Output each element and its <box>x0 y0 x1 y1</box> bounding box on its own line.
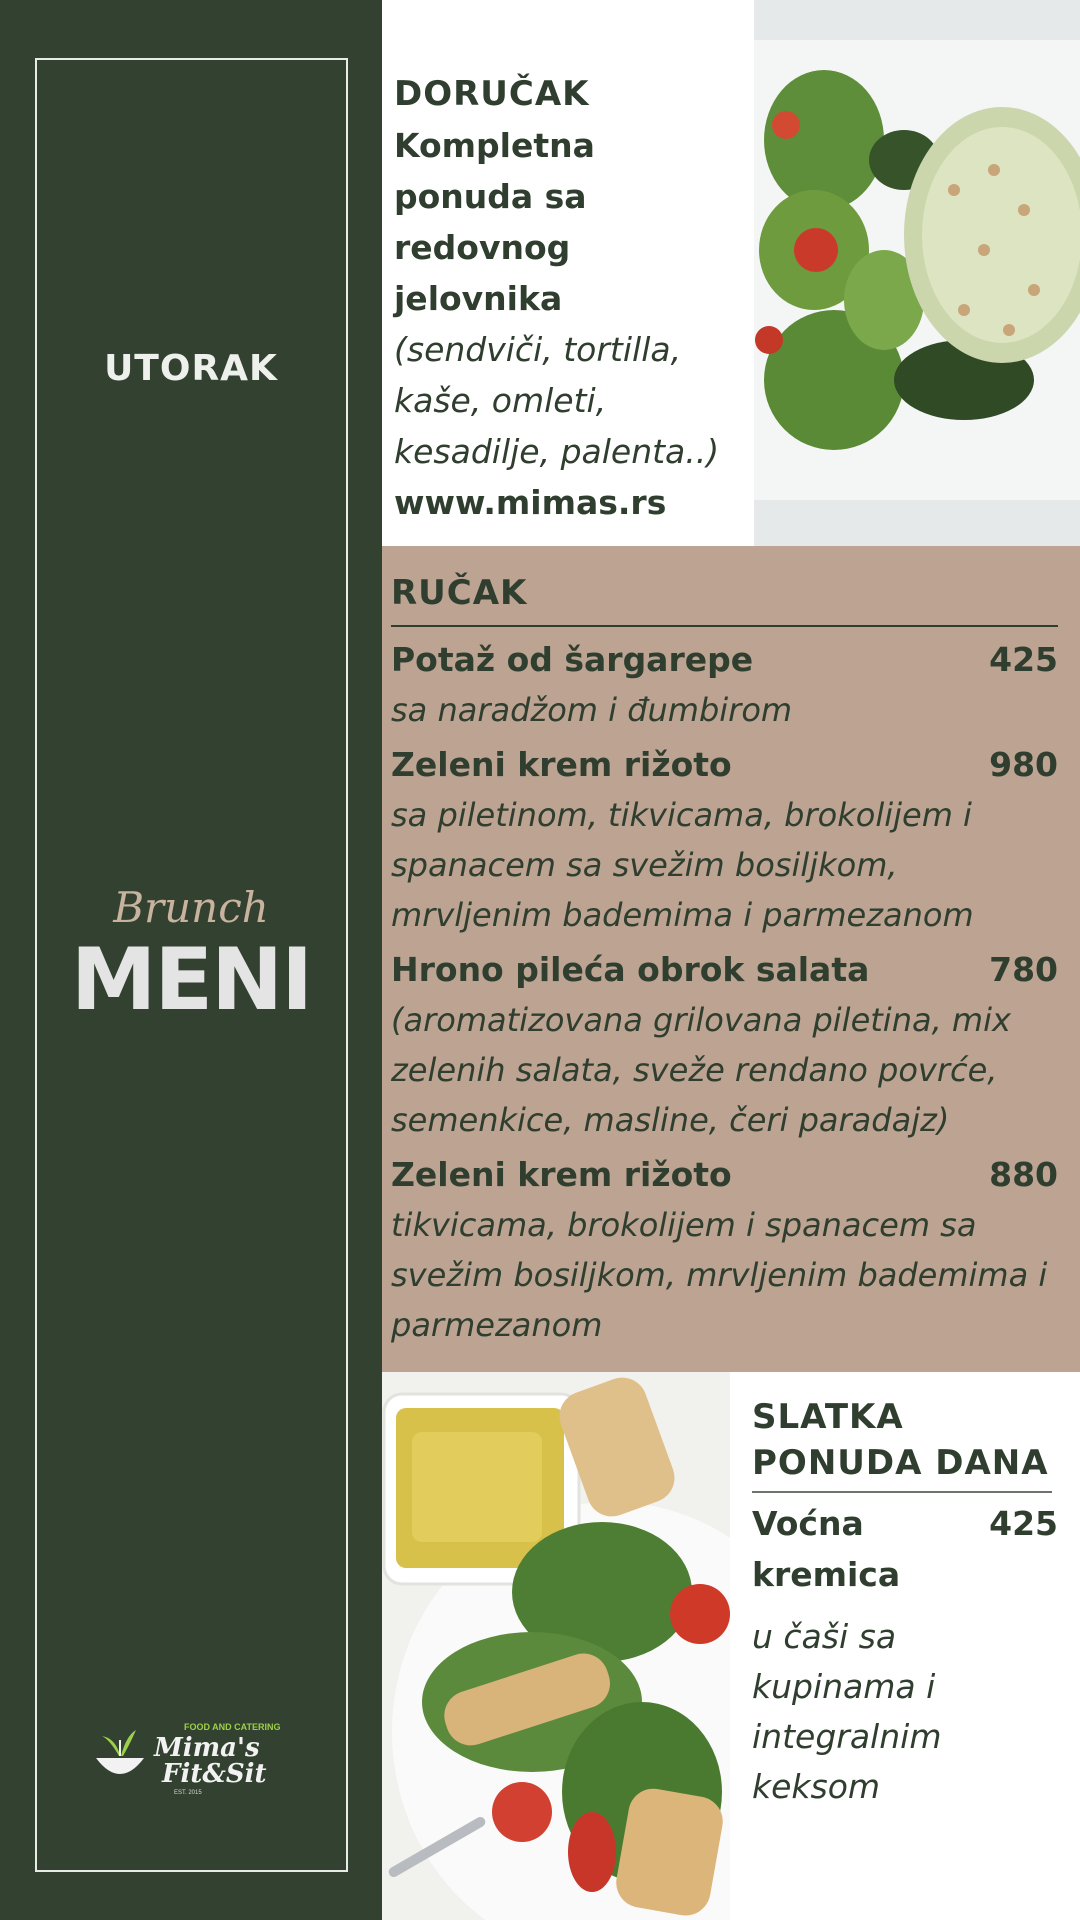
breakfast-line: ponuda sa <box>394 177 587 216</box>
menu-item <box>391 944 1058 1145</box>
menu-item-price: 980 <box>989 745 1058 784</box>
dessert-section <box>730 1372 1080 1920</box>
menu-item-header <box>391 739 1058 790</box>
dessert-name-line: kremica <box>752 1555 901 1594</box>
menu-item-price: 780 <box>989 950 1058 989</box>
description-line: zelenih salata, sveže rendano povrće, <box>391 1051 998 1089</box>
dessert-title-line: PONUDA DANA <box>752 1443 1049 1483</box>
dessert-title <box>752 1394 1062 1486</box>
dessert-item-price: 425 <box>989 1504 1058 1543</box>
breakfast-title: DORUČAK <box>394 74 590 114</box>
brand-logo <box>92 1718 297 1798</box>
chicken-salad-photo <box>382 1372 730 1920</box>
description-line: spanacem sa svežim bosiljkom, <box>391 846 898 884</box>
dessert-item-header <box>752 1498 1058 1600</box>
logo-tagline: FOOD AND CATERING <box>184 1722 281 1732</box>
description-line: semenkice, masline, čeri paradajz) <box>391 1101 950 1139</box>
dessert-title-line: SLATKA <box>752 1397 904 1437</box>
menu-item-name: Zeleni krem rižoto <box>391 1155 732 1194</box>
bowl-icon <box>96 1730 144 1774</box>
menu-item-description <box>391 1200 1058 1350</box>
risotto-salad-photo <box>754 0 1080 546</box>
menu-item-price: 880 <box>989 1155 1058 1194</box>
dessert-item-description <box>752 1612 1052 1812</box>
menu-item-name: Potaž od šargarepe <box>391 640 754 679</box>
description-line: integralnim <box>752 1717 942 1756</box>
breakfast-note: kaše, omleti, <box>394 381 607 420</box>
logo-name-line1: Mima's <box>154 1733 260 1763</box>
breakfast-line: redovnog <box>394 228 571 267</box>
lunch-title: RUČAK <box>391 573 528 613</box>
breakfast-note: kesadilje, palenta..) <box>394 432 720 471</box>
menu-item <box>391 1149 1058 1350</box>
menu-item-description <box>391 995 1058 1145</box>
dessert-name-line: Voćna <box>752 1504 864 1543</box>
menu-item-name: Hrono pileća obrok salata <box>391 950 870 989</box>
day-label: UTORAK <box>104 348 278 389</box>
website-link[interactable]: www.mimas.rs <box>394 483 667 522</box>
dessert-item-name <box>752 1498 952 1600</box>
menu-item-description <box>391 790 1058 940</box>
description-line: u čaši sa <box>752 1617 897 1656</box>
menu-item <box>391 634 1058 735</box>
description-line: tikvicama, brokolijem i spanacem sa <box>391 1206 977 1244</box>
menu-item-header <box>391 944 1058 995</box>
menu-item <box>391 739 1058 940</box>
left-panel <box>0 0 382 1920</box>
description-line: keksom <box>752 1767 881 1806</box>
breakfast-note: (sendviči, tortilla, <box>394 330 682 369</box>
description-line: (aromatizovana grilovana piletina, mix <box>391 1001 1011 1039</box>
description-line: sa piletinom, tikvicama, brokolijem i <box>391 796 972 834</box>
logo-est: EST. 2015 <box>174 1790 202 1796</box>
menu-item-price: 425 <box>989 640 1058 679</box>
menu-title: MENI <box>70 930 312 1030</box>
brunch-label: Brunch <box>113 883 269 932</box>
menu-item-header <box>391 634 1058 685</box>
description-line: sa naradžom i đumbirom <box>391 691 793 729</box>
description-line: mrvljenim bademima i parmezanom <box>391 896 974 934</box>
breakfast-line: Kompletna <box>394 126 595 165</box>
menu-item-description <box>391 685 1058 735</box>
breakfast-text <box>394 74 754 528</box>
menu-item-header <box>391 1149 1058 1200</box>
description-line: kupinama i <box>752 1667 936 1706</box>
description-line: svežim bosiljkom, mrvljenim bademima i <box>391 1256 1048 1294</box>
menu-item-name: Zeleni krem rižoto <box>391 745 732 784</box>
dessert-divider <box>752 1491 1052 1493</box>
lunch-items <box>391 634 1058 1354</box>
description-line: parmezanom <box>391 1306 603 1344</box>
breakfast-line: jelovnika <box>394 279 563 318</box>
logo-name-line2: Fit&Sit <box>162 1759 267 1789</box>
lunch-section <box>382 546 1080 1372</box>
lunch-divider <box>391 625 1058 627</box>
breakfast-section <box>382 0 754 546</box>
